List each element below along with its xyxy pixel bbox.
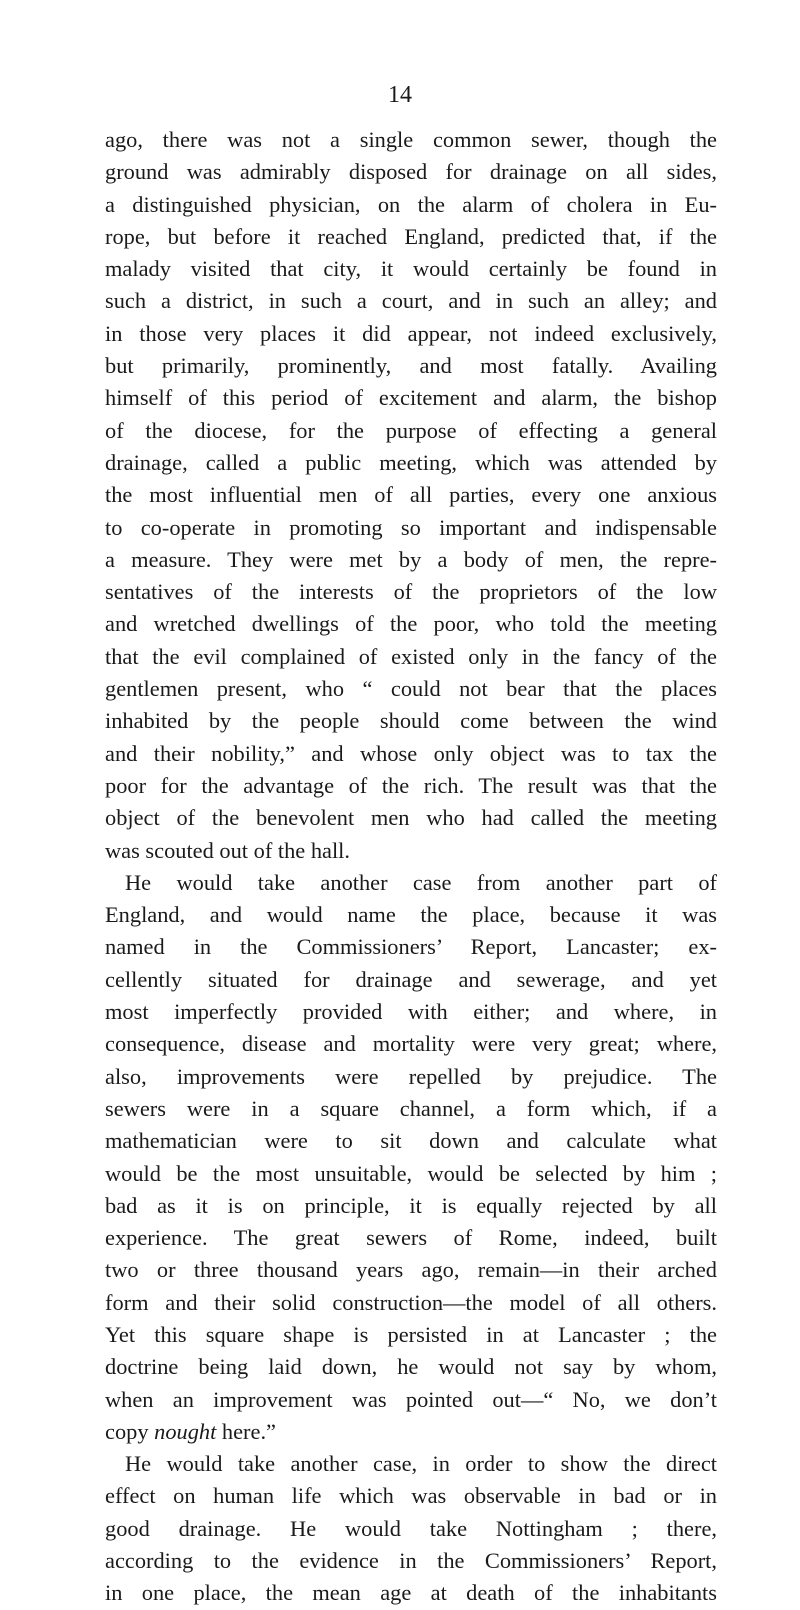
text-line: [105, 835, 717, 867]
text-line: [105, 867, 717, 899]
text-line: [105, 350, 717, 382]
text-line: [105, 1125, 717, 1157]
italic-word: nought: [154, 1418, 217, 1444]
text-segment: in one place, the mean age at death of the inhabitants: [105, 1580, 717, 1606]
text-line: [105, 156, 717, 188]
text-line: [105, 1480, 717, 1512]
text-line: [105, 1384, 717, 1416]
text-segment: here.”: [216, 1418, 276, 1444]
text-line: [105, 221, 717, 253]
text-segment: mathematician were to sit down and calculate what: [105, 1128, 717, 1154]
text-line: [105, 931, 717, 963]
text-line: [105, 608, 717, 640]
text-line: [105, 318, 717, 350]
text-segment: cellently situated for drainage and sewerage, and yet: [105, 966, 717, 992]
text-line: [105, 1028, 717, 1060]
text-segment: ago, there was not a single common sewer, though the: [105, 127, 717, 152]
text-line: [105, 1577, 717, 1609]
text-line: [105, 285, 717, 317]
text-line: [105, 1319, 717, 1351]
text-line: [105, 899, 717, 931]
text-segment: drainage, called a public meeting, which was attended by: [105, 449, 717, 475]
text-segment: such a district, in such a court, and in such an alley; and: [105, 288, 717, 314]
text-line: [105, 253, 717, 285]
text-segment: experience. The great sewers of Rome, indeed, built: [105, 1225, 717, 1251]
text-segment: a measure. They were met by a body of men, the repre-: [105, 546, 717, 572]
text-line: [105, 479, 717, 511]
text-line: [105, 1351, 717, 1383]
text-segment: that the evil complained of existed only in the fancy of the: [105, 643, 717, 669]
text-segment: effect on human life which was observable in bad or in: [105, 1483, 717, 1509]
text-line: [105, 996, 717, 1028]
text-line: [105, 447, 717, 479]
text-line: [105, 1190, 717, 1222]
text-segment: according to the evidence in the Commissioners’ Report,: [105, 1548, 717, 1574]
text-line: [105, 770, 717, 802]
text-line: [105, 124, 717, 156]
text-line: [105, 1416, 717, 1448]
text-segment: gentlemen present, who “ could not bear that the places: [105, 676, 717, 702]
text-line: [105, 1222, 717, 1254]
text-segment: ground was admirably disposed for drainage on all sides,: [105, 159, 717, 185]
text-line: [105, 544, 717, 576]
text-segment: doctrine being laid down, he would not say by whom,: [105, 1354, 717, 1380]
text-segment: form and their solid construction—the model of all others.: [105, 1289, 717, 1315]
text-line: [105, 1287, 717, 1319]
text-segment: bad as it is on principle, it is equally rejected by all: [105, 1192, 717, 1218]
text-line: [105, 1254, 717, 1286]
text-segment: of the diocese, for the purpose of effecting a general: [105, 417, 717, 443]
text-segment: object of the benevolent men who had called the meeting: [105, 805, 717, 831]
page-number: 14: [388, 82, 412, 108]
text-segment: was scouted out of the hall.: [105, 837, 350, 863]
text-line: [105, 1158, 717, 1190]
text-segment: most imperfectly provided with either; and where, in: [105, 999, 717, 1025]
text-line: [105, 802, 717, 834]
text-line: [105, 382, 717, 414]
text-segment: would be the most unsuitable, would be selected by him ;: [105, 1160, 717, 1186]
text-segment: also, improvements were repelled by prejudice. The: [105, 1063, 717, 1089]
text-line: [105, 1448, 717, 1480]
text-line: [105, 1513, 717, 1545]
text-segment: Yet this square shape is persisted in at Lancaster ; the: [105, 1321, 717, 1347]
text-line: [105, 641, 717, 673]
text-line: [105, 705, 717, 737]
text-segment: good drainage. He would take Nottingham ; there,: [105, 1515, 717, 1541]
text-segment: inhabited by the people should come between the wind: [105, 708, 717, 734]
text-line: [105, 189, 717, 221]
text-line: [105, 1093, 717, 1125]
text-line: [105, 415, 717, 447]
text-segment: and wretched dwellings of the poor, who told the meeting: [105, 611, 717, 637]
text-segment: consequence, disease and mortality were very great; where,: [105, 1031, 717, 1057]
text-segment: poor for the advantage of the rich. The result was that the: [105, 772, 717, 798]
text-segment: copy: [105, 1418, 155, 1444]
text-segment: the most influential men of all parties, every one anxious: [105, 482, 717, 508]
text-segment: in those very places it did appear, not indeed exclusively,: [105, 320, 717, 346]
text-line: [105, 673, 717, 705]
text-line: [105, 1545, 717, 1577]
text-line: [105, 964, 717, 996]
text-segment: malady visited that city, it would certainly be found in: [105, 256, 717, 282]
text-segment: sewers were in a square channel, a form which, if a: [105, 1095, 717, 1121]
text-line: [105, 576, 717, 608]
text-segment: and their nobility,” and whose only object was to tax the: [105, 740, 717, 766]
text-line: [105, 1061, 717, 1093]
text-segment: sentatives of the interests of the proprietors of the low: [105, 579, 717, 605]
text-segment: rope, but before it reached England, predicted that, if the: [105, 223, 717, 249]
text-segment: himself of this period of excitement and alarm, the bishop: [105, 385, 717, 411]
text-segment: a distinguished physician, on the alarm of cholera in Eu-: [105, 191, 717, 217]
text-segment: He would take another case from another part of: [125, 869, 717, 895]
text-line: [105, 738, 717, 770]
text-segment: when an improvement was pointed out—“ No, we don’t: [105, 1386, 717, 1412]
text-segment: to co-operate in promoting so important and indispensable: [105, 514, 717, 540]
text-segment: two or three thousand years ago, remain—in their arched: [105, 1257, 717, 1283]
text-segment: but primarily, prominently, and most fatally. Availing: [105, 353, 717, 379]
body-text: [105, 124, 717, 1610]
text-line: [105, 512, 717, 544]
text-segment: England, and would name the place, because it was: [105, 902, 717, 928]
text-segment: named in the Commissioners’ Report, Lancaster; ex-: [105, 934, 717, 960]
text-segment: He would take another case, in order to show the direct: [125, 1451, 717, 1477]
